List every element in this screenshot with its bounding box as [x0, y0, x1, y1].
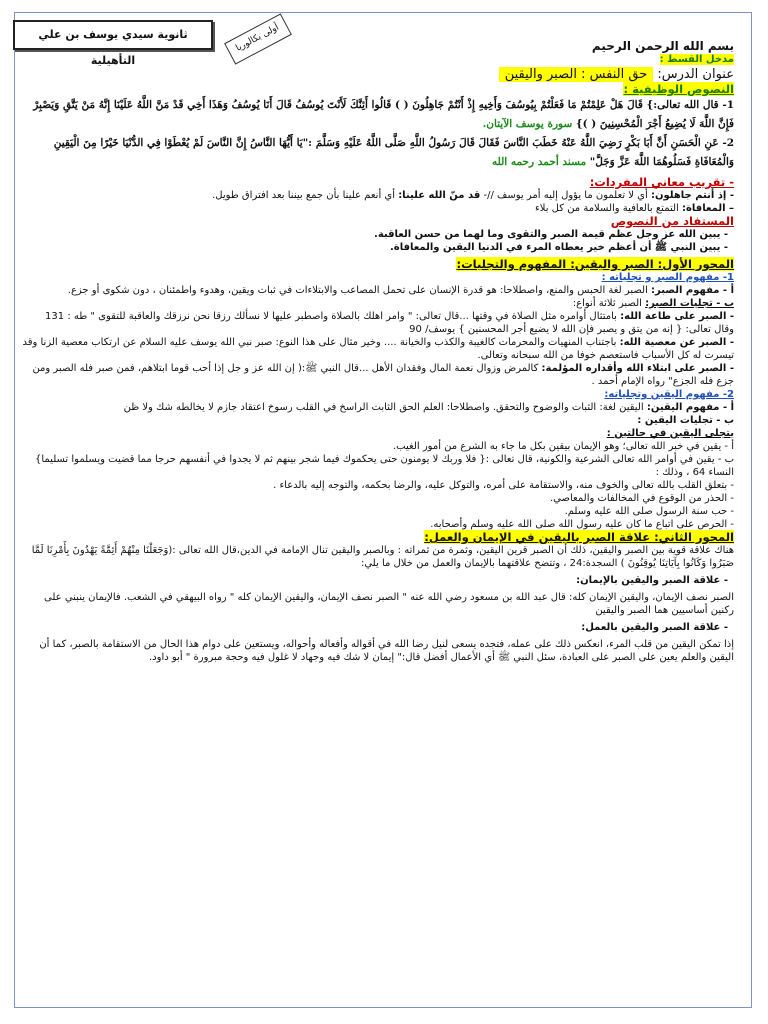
faith-relation-title: - علاقة الصبر واليقين بالإيمان: [576, 575, 728, 586]
patience-type-1: - الصبر على طاعة الله: بامتثال أوامره مثل الصلاة في وقتها ...قال تعالى: " وامر اهلك بالصلاة واصطبر عليها لا نسألك رزقا نحن نرزقك والعاقبة للتقوى " طه : 131 وقال تعالى: { إنه من يتق و يصبر فإن الله لا يضيع أجر المحسنين } يوسف/ 90 [45, 311, 734, 335]
certainty-list-item: - بتعلق القلب بالله تعالى والخوف منه، والاستقامة على أمره، والتوكل عليه، والرضا بحكمه، والتوجه إليه بالدعاء . [273, 480, 734, 491]
patience-types: ب - تجليات الصبر: الصبر ثلاثة أنواع: [572, 298, 734, 309]
work-relation-title: - علاقة الصبر واليقين بالعمل: [581, 622, 728, 633]
vocab-item: – المعافاة: التمتع بالعافية والسلامة من كل بلاء [535, 203, 734, 214]
texts-heading: النصوص الوظيفية : [623, 82, 734, 96]
work-relation-text: إذا تمكن اليقين من قلب المرء، انعكس ذلك على عمله، فتجده يسعى لنيل رضا الله في أقواله وأفعاله وأحواله، ويستعين على دوام هذا الحال من الاستقامة بالصبر، كما أن اليقين والعلم يعين على الصبر على العبادة، سئل النبي ﷺ أي الأعمال أفضل قال:" إيمان لا شك فيه وجهاد لا غلول فيه وحجة مبرورة " أبو داود. [39, 639, 734, 663]
section-label: مدخل القسط : [659, 54, 734, 65]
patience-type-2: - الصبر عن معصية الله: باجتناب المنهيات والمحرمات كالغيبة والكذب والخيانة .... وخير مثال على هذا النوع: صبر نبي الله يوسف عليه السلام عن ارتكاب معصية الزنا وقد تيسرت له كل الأسباب فاستعصم خوفا من الله سبحانه وتعالى. [22, 337, 734, 361]
certainty-b: ب - يقين في أوامر الله تعالى الشرعية والكونية، قال تعالى :{ فلا وربك لا يومنون حتى يحكموك فيما شجر بينهم ثم لا يجدوا في أنفسهم حرجا مما قضيت ويسلموا تسليما} النساء 64 ، وذلك : [34, 454, 734, 478]
document-body [22, 40, 734, 664]
lesson-label: عنوان الدرس: [657, 67, 734, 82]
certainty-definition: أ - مفهوم اليقين: اليقين لغة: الثبات والوضوح والتحقق. واصطلاحا: العلم الحق الثابت الراسخ في القلب رسوخ اعتقاد جازم لا يخالطه شك ولا ظن [123, 402, 734, 413]
lesson-title: حق النفس : الصبر واليقين [499, 67, 654, 82]
axis1-sub2: 2- مفهوم اليقين وتجلياته: [604, 389, 734, 400]
patience-definition: أ - مفهوم الصبر: الصبر لغة الحبس والمنع، واصطلاحا: هو قدرة الإنسان على تحمل المصاعب والابتلاءات في ثبات ويقين، وهدوء واطمئنان ، دون شكوى أو جزع. [67, 285, 734, 296]
axis1-heading: المحور الأول: الصبر واليقين: المفهوم والتجليات: [456, 257, 734, 271]
level-stamp: أولى بكالوريا [224, 13, 292, 64]
certainty-types-sub: يتجلى اليقين في حالتين : [606, 428, 734, 439]
vocab-item: - إذ أنتم جاهلون: أي لا تعلمون ما يؤول إليه أمر يوسف //- قد منّ الله علينا: أي أنعم علينا بأن جمع بيننا بعد افتراق طويل. [212, 190, 734, 201]
text-1: 1- قال الله تعالى:} قَالَ هَلْ عَلِمْتُمْ مَا فَعَلْتُمْ بِيُوسُفَ وَأَخِيهِ إِذْ أَنْتُمْ جَاهِلُونَ ( ) قَالُوا أَئِنَّكَ لَأَنْتَ يُوسُفُ قَالَ أَنَا يُوسُفُ وَهَذَا أَخِي قَدْ مَنَّ اللَّهُ عَلَيْنَا إِنَّهُ مَنْ يَتَّقِ وَيَصْبِرْ فَإِنَّ اللَّهَ لَا يُضِيعُ أَجْرَ الْمُحْسِنِينَ ( )} سورة يوسف الآيتان. [33, 99, 734, 130]
benefit-heading: المستفاد من النصوص [610, 214, 734, 228]
axis2-intro: هناك علاقة قوية بين الصبر واليقين، ذلك أن الصبر قرين اليقين، وثمرة من ثمراته : وبالصبر واليقين تنال الإمامة في الدين،قال الله تعالى :(وَجَعَلْنَا مِنْهُمْ أَئِمَّةً يَهْدُونَ بِأَمْرِنَا لَمَّا صَبَرُوا وَكَانُوا بِآيَاتِنَا يُوقِنُونَ ) السجدة:24 ، وتتضح علاقتهما بالإيمان والعمل من خلال ما يلي: [31, 545, 734, 569]
certainty-a: أ - يقين في خبر الله تعالى؛ وهو الإيمان بيقين بكل ما جاء به الشرع من أمور الغيب. [393, 441, 734, 452]
text-2-ref: مسند أحمد رحمه الله [491, 156, 587, 168]
patience-type-3: - الصبر على ابتلاء الله وأقداره المؤلمة: كالمرض وزوال نعمة المال وفقدان الأهل ...قال النبي ﷺ:( إن الله عز و جل إذا أحب قوما ابتلاهم، فمن صبر فله الصبر ومن جزع فله الجزع" رواه الإمام أحمد . [32, 363, 734, 387]
certainty-list-item: - الحذر من الوقوع في المخالفات والمعاصي. [549, 493, 734, 504]
certainty-types-label: ب - تجليات اليقين : [637, 415, 734, 426]
benefit-item: - يبين النبي ﷺ أن أعظم خير يعطاه المرء في الدنيا اليقين والمعافاة. [390, 242, 728, 253]
axis1-sub1: 1- مفهوم الصبر و تجلياته : [601, 272, 734, 283]
certainty-list-item: - الحرص على اتباع ما كان عليه رسول الله صلى الله عليه وسلم وأصحابه. [430, 519, 734, 530]
axis2-heading: المحور الثاني: علاقة الصبر باليقين في الإيمان والعمل: [424, 530, 734, 544]
lesson-title-row [22, 66, 734, 83]
faith-relation-text: الصبر نصف الإيمان، واليقين الإيمان كله: قال عبد الله بن مسعود رضي الله عنه " الصبر نصف الإيمان، واليقين الإيمان كله " رواه البيهقي في الشعب. فالإيمان ينبني على ركنين أساسيين هما الصبر واليقين [44, 592, 734, 616]
vocab-heading: - تقريب معاني المفردات: [589, 175, 734, 189]
text-2: 2- عَنِ الْحَسَنِ أَنَّ أَبَا بَكْرٍ رَضِيَ اللَّهُ عَنْهُ خَطَبَ النَّاسَ فَقَالَ قَالَ رَسُولُ اللَّهِ صَلَّى اللَّهُ عَلَيْهِ وَسَلَّمَ :"يَا أَيُّهَا النَّاسُ إِنَّ النَّاسَ لَمْ يُعْطَوْا فِي الدُّنْيَا خَيْرًا مِنَ الْيَقِينِ وَالْمُعَافَاةِ فَسَلُوهُمَا اللَّهَ عَزَّ وَجَلَّ" مسند أحمد رحمه الله [53, 137, 734, 168]
benefit-item: - يبين الله عز وجل عظم قيمة الصبر والتقوى وما لهما من حسن العاقبة. [374, 229, 728, 240]
certainty-list-item: - حب سنة الرسول صلى الله عليه وسلم. [564, 506, 734, 517]
text-1-ref: سورة يوسف الآيتان. [482, 118, 573, 130]
school-name-box: ثانوية سيدي يوسف بن علي التأهيلية [13, 20, 213, 50]
basmala: بسم الله الرحمن الرحيم [591, 39, 734, 53]
